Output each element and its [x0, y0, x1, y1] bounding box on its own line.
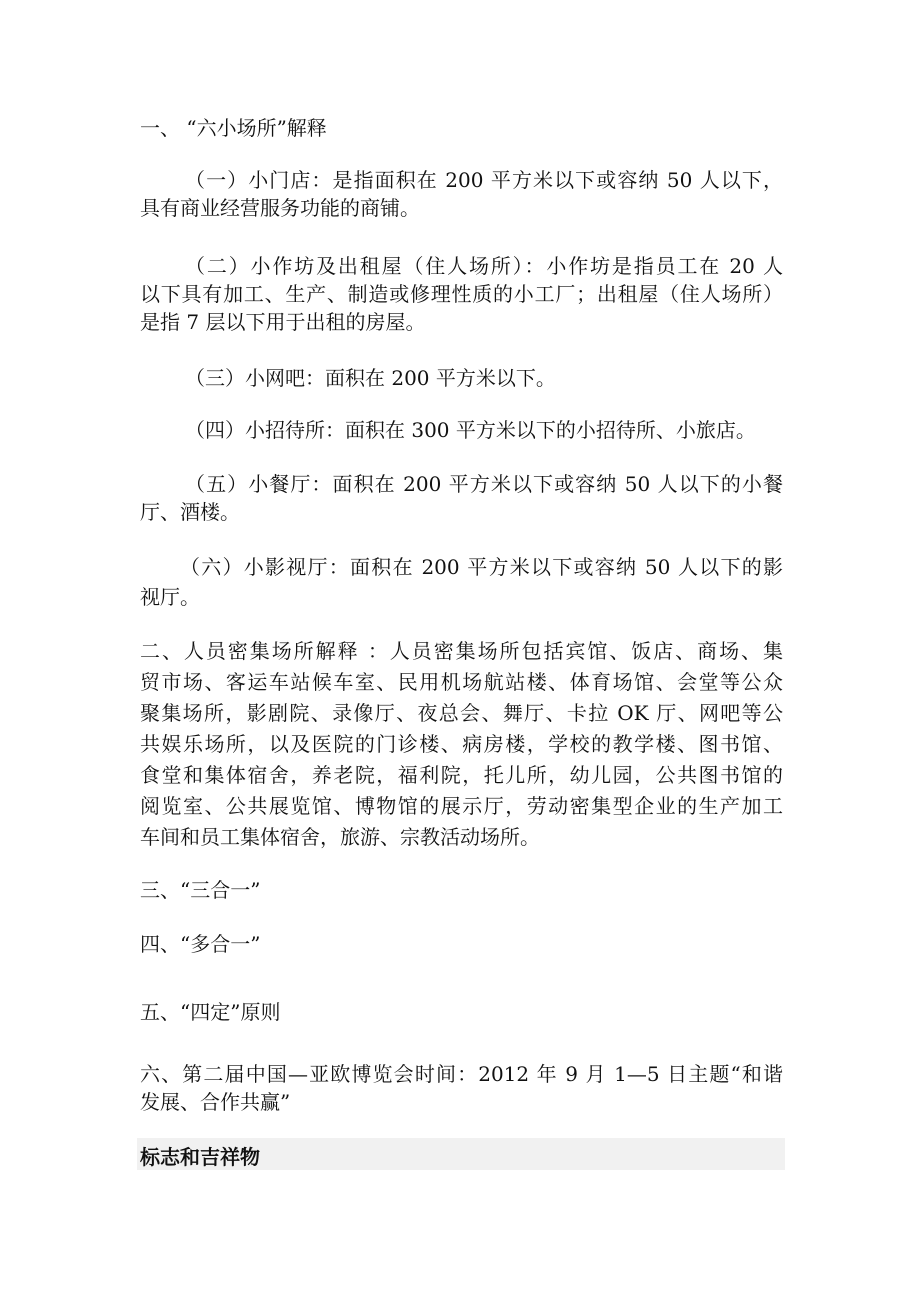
item-1 — [140, 166, 783, 222]
text-line: （四）小招待所：面积在 300 平方米以下的小招待所、小旅店。 — [185, 418, 756, 442]
text-line: 四、“多合一” — [140, 932, 261, 956]
text-line: 发展、合作共赢” — [140, 1090, 291, 1114]
item-6 — [140, 552, 783, 612]
text-line: 车间和员工集体宿舍，旅游、宗教活动场所。 — [140, 825, 540, 849]
text-line: （三）小网吧：面积在 200 平方米以下。 — [185, 366, 556, 390]
item-3 — [140, 364, 783, 392]
item-2 — [140, 252, 783, 336]
heading-text: 标志和吉祥物 — [140, 1145, 260, 1169]
section-5 — [140, 998, 783, 1026]
text-line: 六、第二届中国—亚欧博览会时间：2012 年 9 月 1—5 日主题“和谐 — [140, 1062, 783, 1086]
section-2 — [140, 636, 783, 853]
logo-mascot-heading — [137, 1138, 785, 1170]
text-line: （二）小作坊及出租屋（住人场所）：小作坊是指员工在 20 人 — [185, 254, 783, 278]
item-5 — [140, 470, 783, 526]
text-line: 厅、酒楼。 — [140, 500, 240, 524]
text-line: （六）小影视厅：面积在 200 平方米以下或容纳 50 人以下的影 — [180, 555, 783, 579]
text-line: 视厅。 — [140, 585, 200, 609]
text-line: 阅览室、公共展览馆、博物馆的展示厅，劳动密集型企业的生产加工 — [140, 794, 783, 818]
text-line: 贸市场、客运车站候车室、民用机场航站楼、体育场馆、会堂等公众 — [140, 670, 783, 694]
text-line: （一）小门店：是指面积在 200 平方米以下或容纳 50 人以下， — [185, 168, 783, 192]
text-line: （五）小餐厅：面积在 200 平方米以下或容纳 50 人以下的小餐 — [185, 472, 783, 496]
section-6 — [140, 1060, 783, 1116]
text-line: 以下具有加工、生产、制造或修理性质的小工厂；出租屋（住人场所） — [140, 282, 783, 306]
section-4 — [140, 930, 783, 958]
text-line: 共娱乐场所，以及医院的门诊楼、病房楼，学校的教学楼、图书馆、 — [140, 732, 783, 756]
text-line: 具有商业经营服务功能的商铺。 — [140, 196, 420, 220]
text-line: 二、人员密集场所解释 ：人员密集场所包括宾馆、饭店、商场、集 — [140, 639, 783, 663]
text-line: 三、“三合一” — [140, 878, 261, 902]
text-line: 一、 “六小场所”解释 — [140, 116, 327, 140]
section-3 — [140, 876, 783, 904]
text-line: 食堂和集体宿舍，养老院，福利院，托儿所，幼儿园，公共图书馆的 — [140, 763, 783, 787]
text-line: 聚集场所，影剧院、录像厅、夜总会、舞厅、卡拉 OK 厅、网吧等公 — [140, 701, 783, 725]
text-line: 是指 7 层以下用于出租的房屋。 — [140, 310, 426, 334]
text-line: 五、“四定”原则 — [140, 1000, 281, 1024]
item-4 — [140, 416, 783, 444]
section-1-title — [140, 114, 783, 142]
